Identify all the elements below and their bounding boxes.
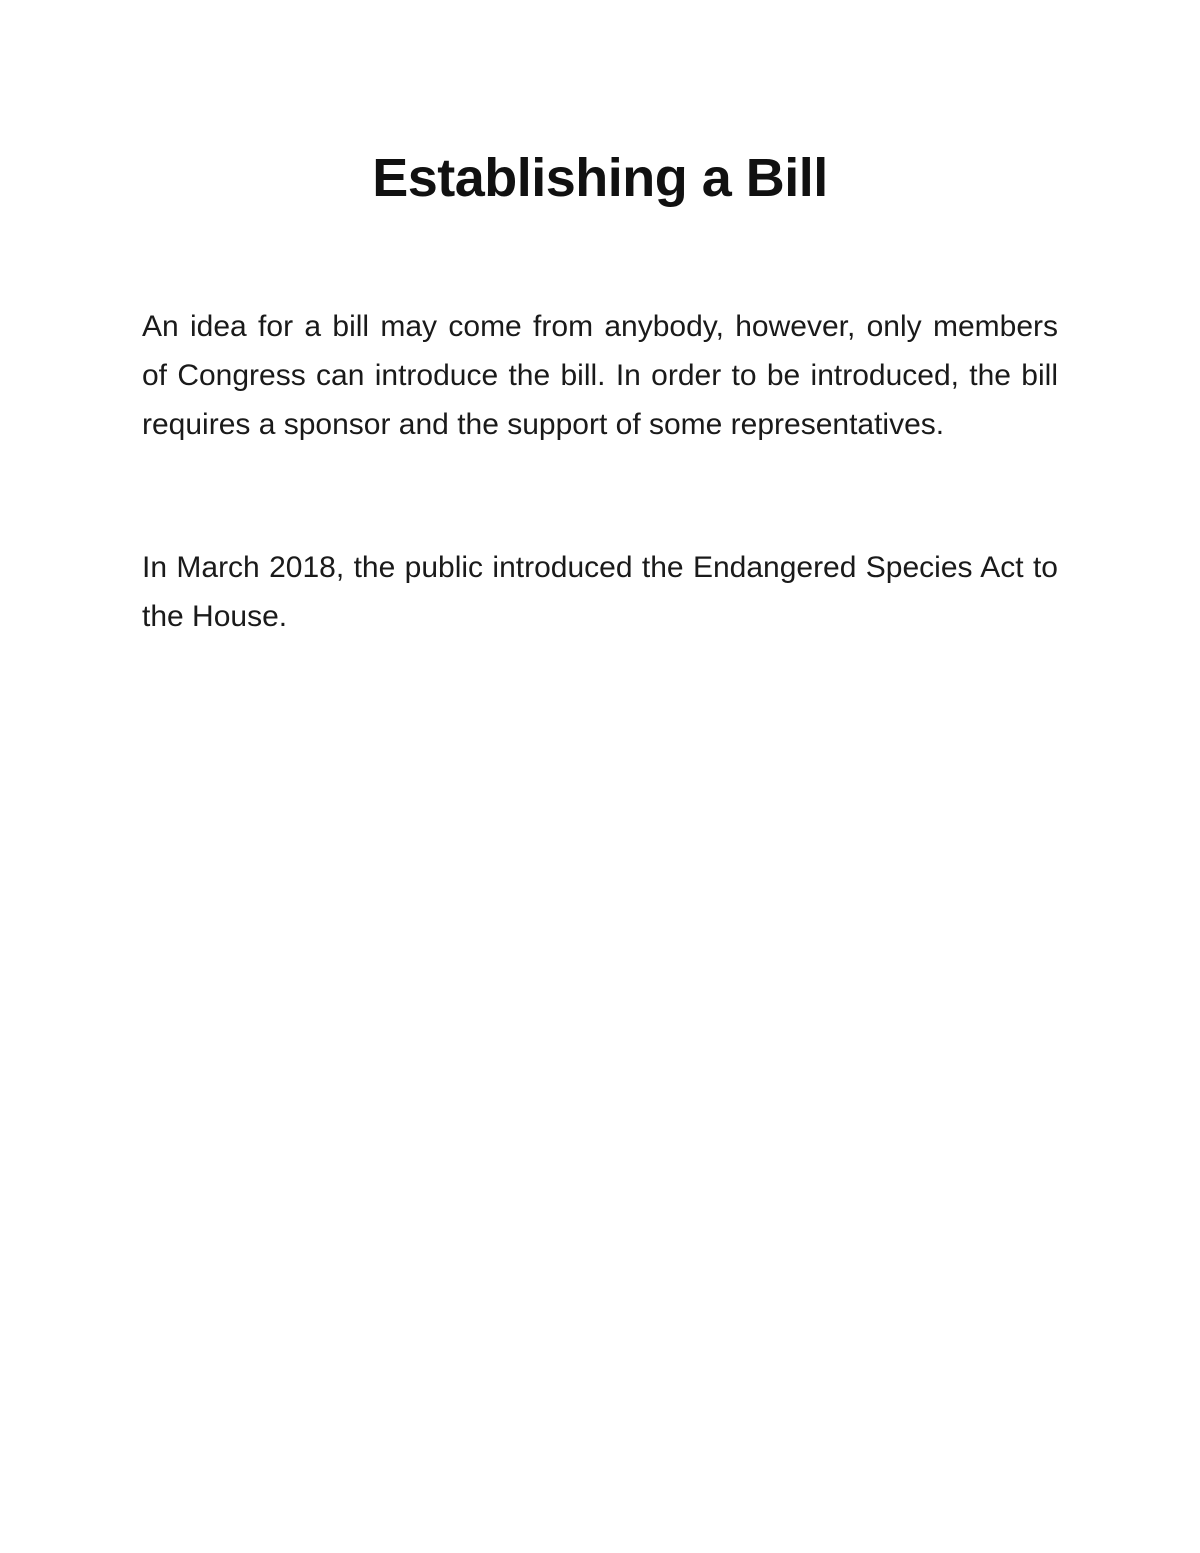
- paragraph-example: In March 2018, the public introduced the Endangered Species Act to the House.: [142, 551, 1058, 633]
- paragraph-bill-origin: An idea for a bill may come from anybody, however, only members of Congress can introduce the bill. In order to be introduced, the bill requires a sponsor and the support of some representatives.: [142, 310, 1058, 441]
- page-title: Establishing a Bill: [372, 148, 828, 208]
